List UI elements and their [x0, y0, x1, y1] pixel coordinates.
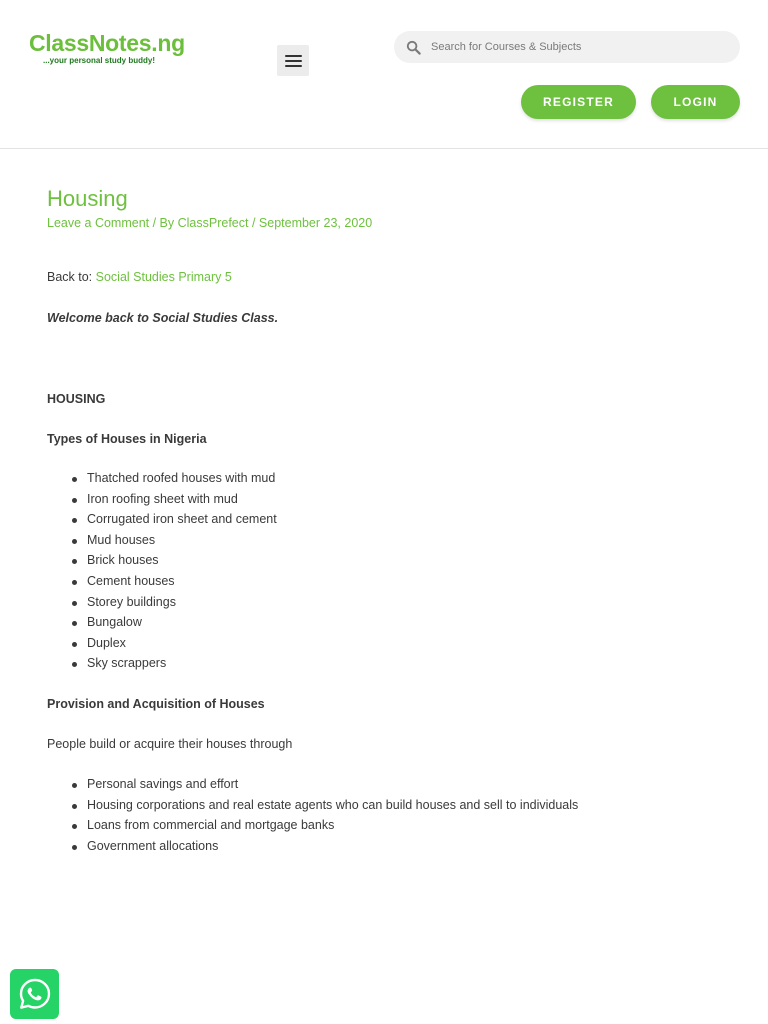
- list-item: Corrugated iron sheet and cement: [87, 512, 277, 533]
- hamburger-menu-icon: [285, 55, 302, 67]
- author-link[interactable]: ClassPrefect: [177, 216, 249, 230]
- section-heading-provision: Provision and Acquisition of Houses: [47, 697, 265, 711]
- site-header: [0, 0, 768, 149]
- list-item: Storey buildings: [87, 595, 277, 616]
- list-item: Cement houses: [87, 574, 277, 595]
- section-heading-housing: HOUSING: [47, 392, 106, 406]
- list-item: Iron roofing sheet with mud: [87, 492, 277, 513]
- post-meta: [47, 215, 727, 231]
- whatsapp-icon: [17, 976, 53, 1012]
- list-item: Duplex: [87, 636, 277, 657]
- list-item: Loans from commercial and mortgage banks: [87, 818, 578, 839]
- list-item: Personal savings and effort: [87, 777, 578, 798]
- site-logo[interactable]: [29, 30, 199, 66]
- meta-separator: /: [248, 216, 259, 230]
- meta-separator: / By: [149, 216, 178, 230]
- whatsapp-chat-button[interactable]: [10, 969, 59, 1019]
- list-item: Mud houses: [87, 533, 277, 554]
- register-button[interactable]: REGISTER: [521, 85, 636, 119]
- leave-comment-link[interactable]: Leave a Comment: [47, 216, 150, 230]
- provision-list: [87, 777, 578, 860]
- welcome-text: Welcome back to Social Studies Class.: [47, 311, 279, 325]
- list-item: Bungalow: [87, 615, 277, 636]
- search-bar[interactable]: [394, 31, 740, 63]
- list-item: Brick houses: [87, 553, 277, 574]
- course-link[interactable]: Social Studies Primary 5: [95, 270, 232, 284]
- search-input[interactable]: [431, 32, 721, 62]
- types-list: [87, 471, 277, 677]
- section-heading-types: Types of Houses in Nigeria: [47, 432, 207, 446]
- post-date-link[interactable]: September 23, 2020: [258, 216, 373, 230]
- list-item: Government allocations: [87, 839, 578, 860]
- menu-toggle-button[interactable]: [277, 45, 309, 76]
- back-to-line: [47, 269, 232, 285]
- list-item: Thatched roofed houses with mud: [87, 471, 277, 492]
- logo-brand: ClassNotes.ng: [29, 30, 185, 56]
- article: [47, 185, 727, 854]
- list-item: Housing corporations and real estate agents who can build houses and sell to individuals: [87, 798, 578, 819]
- list-item: Sky scrappers: [87, 656, 277, 677]
- back-to-prefix: Back to:: [47, 270, 96, 284]
- search-icon[interactable]: [395, 31, 431, 63]
- login-button[interactable]: LOGIN: [651, 85, 740, 119]
- logo-tagline: ...your personal study buddy!: [43, 56, 156, 65]
- page-title: Housing: [47, 186, 128, 211]
- provision-intro: People build or acquire their houses through: [47, 737, 293, 751]
